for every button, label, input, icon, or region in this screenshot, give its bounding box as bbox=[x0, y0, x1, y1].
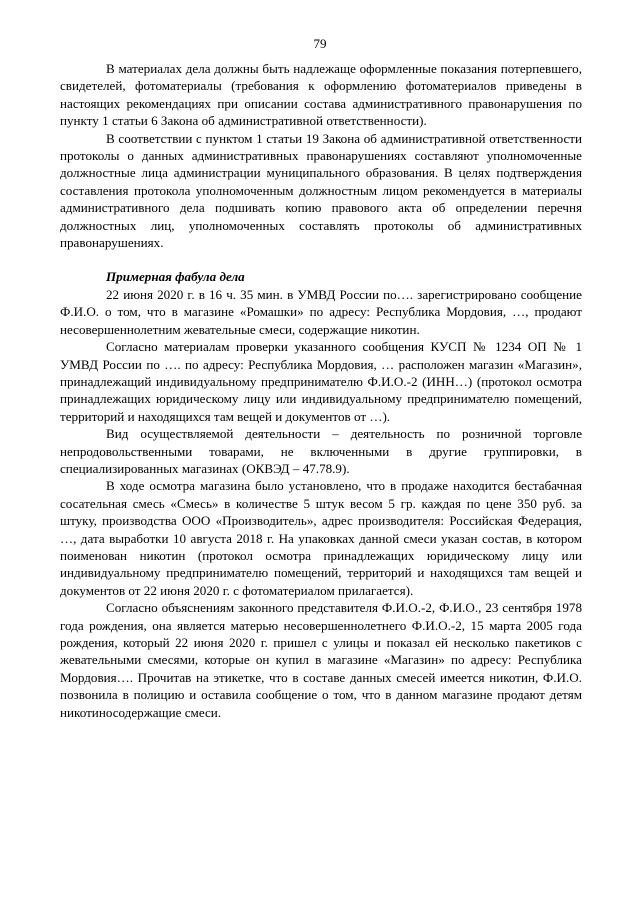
page-number: 79 bbox=[313, 36, 327, 51]
paragraph-materials-evidence: В материалах дела должны быть надлежаще оформленные показания потерпевшего, свидетелей, фотоматериалы (требования к оформлению фотоматериалов приведены в настоящих рекомендациях при описании состава административного правонарушения по пункту 1 статьи 6 Закона об административной ответственности). bbox=[60, 61, 582, 129]
paragraph-report-registered: 22 июня 2020 г. в 16 ч. 35 мин. в УМВД России по…. зарегистрировано сообщение Ф.И.О. о том, что в магазине «Ромашки» по адресу: Республика Мордовия, …, продают несовершеннолетним жевательные смеси, содержащие никотин. bbox=[60, 286, 582, 337]
paragraph-inspection-materials: Согласно материалам проверки указанного сообщения КУСП № 1234 ОП № 1 УМВД России по …. по адресу: Республика Мордовия, … расположен магазин «Магазин», принадлежащий индивидуальному предпринимателю Ф.И.О.-2 (ИНН…) (протокол осмотра принадлежащих юридическому лицу или индивидуальному предпринимателю помещений, территорий и находящихся там вещей и документов от …). bbox=[60, 339, 582, 424]
document-body bbox=[60, 60, 582, 721]
paragraph-guardian-explanation: Согласно объяснениям законного представителя Ф.И.О.-2, Ф.И.О., 23 сентября 1978 года рождения, она является матерью несовершеннолетнего Ф.И.О.-2, 15 марта 2005 года рождения, который 22 июня 2020 г. пришел с улицы и показал ей несколько пакетиков с жевательными смесями, которые он купил в магазине «Магазин» по адресу: Республика Мордовия…. Прочитав на этикетке, что в составе данных смесей имеется никотин, Ф.И.О. позвонила в полицию и оставила сообщение о том, что в данном магазине продают детям никотиносодержащие смеси. bbox=[60, 600, 582, 720]
paragraph-protocol-authority: В соответствии с пунктом 1 статьи 19 Закона об административной ответственности протоколы о данных административных правонарушениях составляют уполномоченные должностные лица администрации муниципального образования. В целях подтверждения составления протокола уполномоченным должностным лицом рекомендуется в материалы административного дела подшивать копию правового акта об определении перечня должностных лиц, уполномоченных составлять протоколы об административных правонарушениях. bbox=[60, 130, 582, 251]
paragraph-activity-type: Вид осуществляемой деятельности – деятельность по розничной торговле непродовольственными товарами, не включенными в другие группировки, в специализированных магазинах (ОКВЭД – 47.78.9). bbox=[60, 426, 582, 476]
paragraph-inspection-findings: В ходе осмотра магазина было установлено, что в продаже находится бестабачная сосательная смесь «Смесь» в количестве 5 штук весом 5 гр. каждая по цене 350 руб. за штуку, производства ООО «Производитель», адрес производителя: Российская Федерация, …, дата выработки 10 августа 2018 г. На упаковках данной смеси указан состав, в котором поименован никотин (протокол осмотра принадлежащих юридическому лицу или индивидуальному предпринимателю помещений, территорий и находящихся там вещей и документов от 22 июня 2020 г. с фотоматериалом прилагается). bbox=[60, 478, 582, 598]
section-heading-case-example: Примерная фабула дела bbox=[106, 269, 245, 285]
